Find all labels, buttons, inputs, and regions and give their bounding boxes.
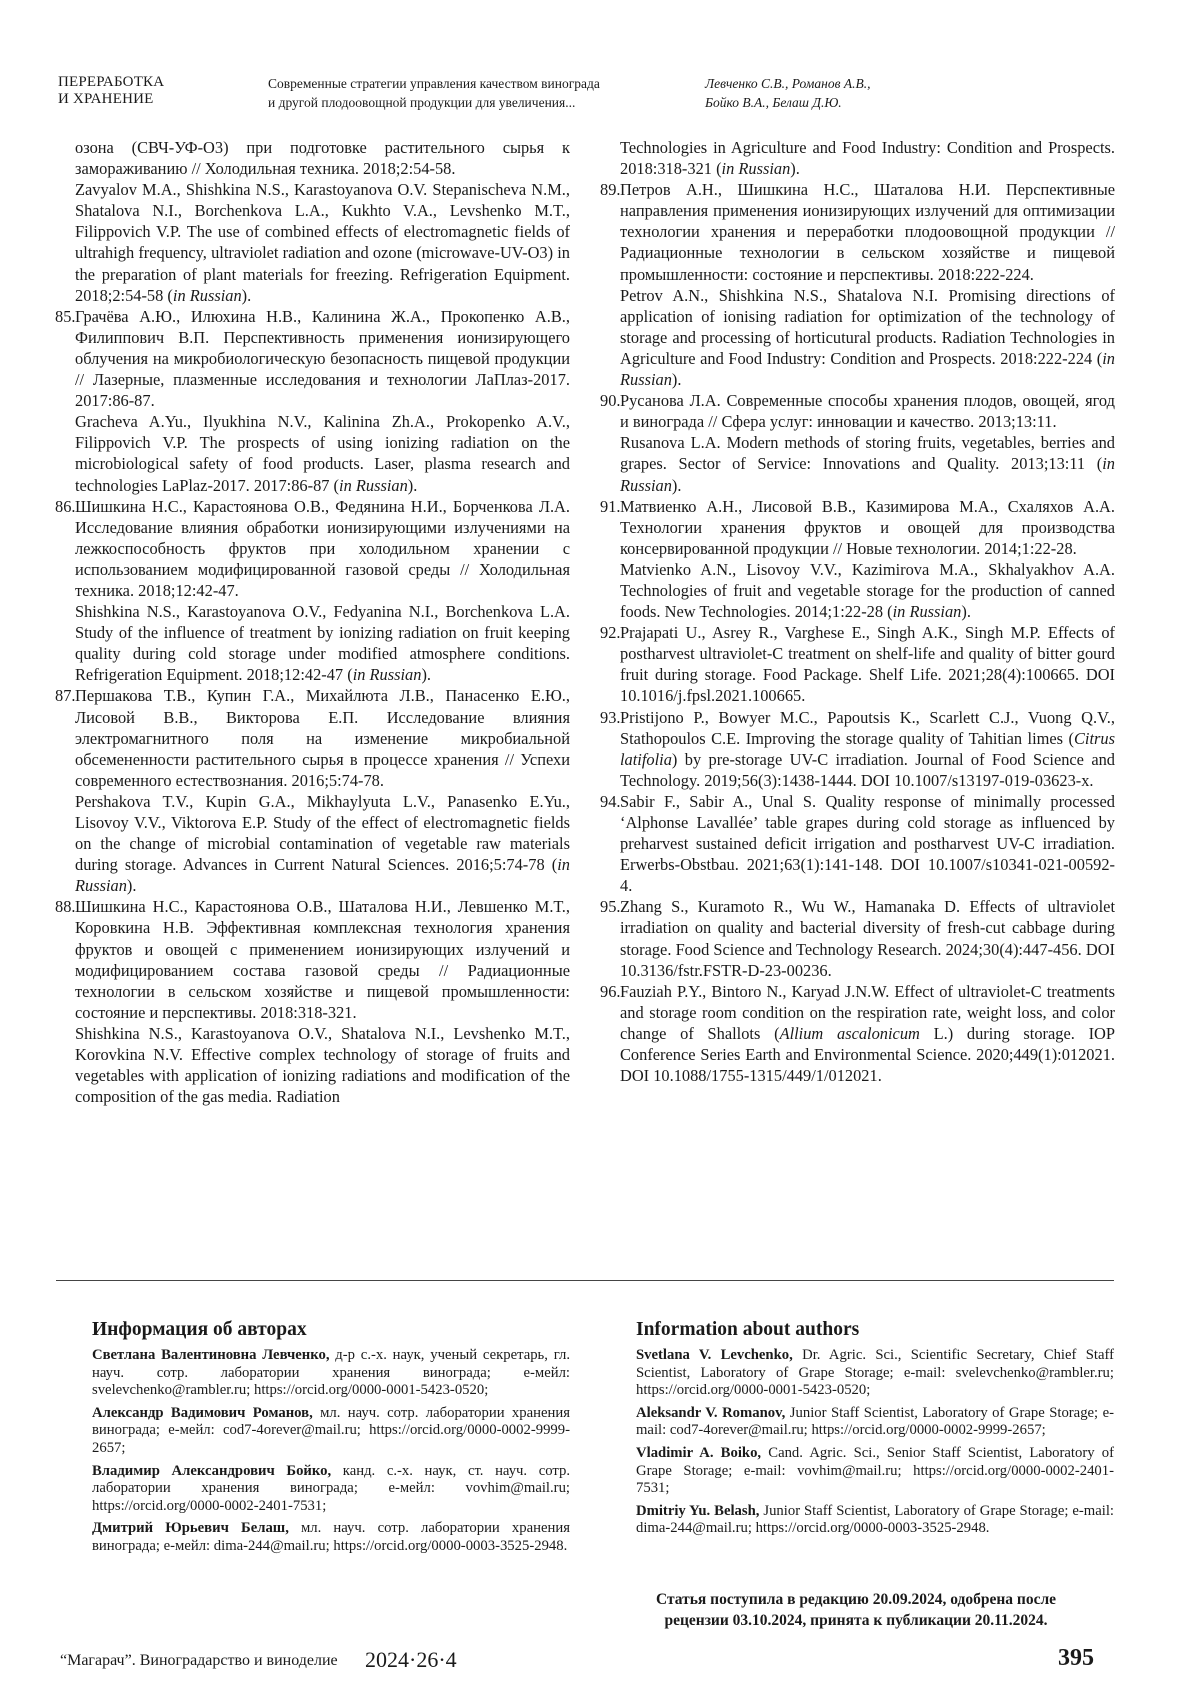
section-label-line-2: И ХРАНЕНИЕ [58, 91, 154, 107]
running-title [268, 74, 668, 112]
reference-translation-text: Rusanova L.A. Modern methods of storing fruits, vegetables, berries and grapes. Sector of Service: Innovations and Quality. 2013;13:11 ( [620, 433, 1115, 474]
reference-number: 90. [600, 391, 621, 411]
authors-info-en [636, 1318, 1114, 1543]
author-entry [92, 1463, 570, 1516]
reference-text: Technologies in Agriculture and Food Industry: Condition and Prospects. 2018:318-321 ( [620, 138, 1115, 179]
running-authors-line-1: Левченко С.В., Романов А.В., [705, 76, 871, 91]
journal-name: “Магарач”. Виноградарство и виноделие [60, 1652, 338, 1669]
reference-number: 87. [55, 686, 76, 706]
reference-translation-text: Shishkina N.S., Karastoyanova O.V., Fedyanina N.I., Borchenkova L.A. Study of the influence of treatment by ionizing radiation on fruit keeping quality during cold storage under modified atmosphere conditions. Refrigeration Equipment. 2018;12:42-47 ( [75, 602, 570, 685]
author-details: канд. с.-х. наук, ст. науч. сотр. лаборатории хранения винограда; е-мейл: vovhim@mail.ru; https://orcid.org/0000-0002-2401-7531; [92, 1462, 571, 1514]
reference-item [600, 896, 1115, 980]
reference-tail: ). [790, 159, 800, 179]
reference-translation [75, 601, 570, 685]
reference-translation [75, 411, 570, 495]
reference-translation [75, 791, 570, 896]
received-dates-line-1: Статья поступила в редакцию 20.09.2024, одобрена после [655, 1591, 1057, 1608]
author-entry [92, 1405, 570, 1458]
page-number: 395 [1058, 1645, 1094, 1671]
author-entry [636, 1347, 1114, 1400]
reference-text: Грачёва А.Ю., Илюхина Н.В., Калинина Ж.А., Прокопенко А.В., Филиппович В.П. Перспективность применения ионизирующего облучения на микробиологическую безопасность пищевой продукции // Лазерные, плазменные исследования и технологии ЛаПлаз-2017. 2017:86-87. [75, 306, 570, 411]
reference-number: 96. [600, 981, 621, 1001]
reference-lang-note: in Russian [339, 475, 408, 495]
received-dates [598, 1589, 1114, 1631]
reference-translation-text: Matvienko A.N., Lisovoy V.V., Kazimirova M.A., Skhalyakhov A.A. Technologies of fruit and vegetable storage for the production of canned foods. New Technologies. 2014;1:22-28 ( [620, 559, 1115, 622]
section-label [58, 74, 164, 108]
author-name: Дмитрий Юрьевич Белаш, [92, 1520, 289, 1537]
reference-lang-note: in Russian [172, 285, 242, 305]
authors-info-ru-heading: Информация об авторах [92, 1319, 307, 1340]
references-right-column [600, 137, 1115, 1086]
reference-lang-note: in Russian [352, 665, 422, 685]
reference-number: 94. [600, 791, 621, 811]
reference-item [55, 685, 570, 896]
reference-number: 86. [55, 496, 76, 516]
reference-item [55, 496, 570, 686]
reference-text: Zhang S., Kuramoto R., Wu W., Hamanaka D. Effects of ultraviolet irradiation on quality and bacterial diversity of fresh-cut cabbage during storage. Food Science and Technology Research. 2024;30(4):447-456. DOI 10.3136/fstr.FSTR-D-23-00236. [620, 897, 1115, 980]
running-title-line-1: Современные стратегии управления качеством винограда [268, 76, 600, 91]
author-entry [92, 1347, 570, 1400]
journal-issue: 2024·26·4 [365, 1647, 457, 1672]
authors-info-en-list [636, 1347, 1114, 1538]
reference-item [600, 622, 1115, 706]
reference-translation [75, 179, 570, 306]
reference-text: Fauziah P.Y., Bintoro N., Karyad J.N.W. Effect of ultraviolet-C treatments and storage room condition on the respiration rate, weight loss, and color change of Shallots ( [620, 981, 1115, 1043]
authors-info-en-heading: Information about authors [636, 1319, 860, 1340]
reference-text: Русанова Л.А. Современные способы хранения плодов, овощей, ягод и винограда // Сфера услуг: инновации и качество. 2013;13:11. [620, 391, 1115, 432]
reference-tail: ). [671, 370, 682, 390]
author-details: д-р с.-х. наук, ученый секретарь, гл. науч. сотр. лаборатории хранения винограда; е-мейл: svelevchenko@rambler.ru; https://orcid.org/0000-0001-5423-0520; [92, 1347, 570, 1399]
reference-number: 89. [600, 180, 621, 200]
reference-translation [620, 432, 1115, 495]
reference-number: 92. [600, 623, 621, 643]
author-name: Владимир Александрович Бойко, [92, 1462, 332, 1479]
reference-text: Шишкина Н.С., Карастоянова О.В., Шаталова Н.И., Левшенко М.Т., Коровкина Н.В. Эффективная комплексная технология хранения фруктов и овощей с применением ионизирующих излучений и модифицированием состава газовой среды // Радиационные технологии в сельском хозяйстве и пищевой промышленности: состояние и перспективы. 2018:318-321. [75, 897, 570, 1022]
author-details: мл. науч. сотр. лаборатории хранения винограда; е-мейл: cod7-4orever@mail.ru; https://orcid.org/0000-0002-9999-2657; [92, 1404, 570, 1456]
reference-item [600, 981, 1115, 1086]
reference-lang-note: in Russian [892, 602, 962, 622]
reference-item [600, 791, 1115, 896]
reference-text: Петров А.Н., Шишкина Н.С., Шаталова Н.И. Перспективные направления применения ионизирующих излучений для оптимизации технологии хранения и переработки плодоовощной продукции // Радиационные технологии в сельском хозяйстве и пищевой промышленности: состояние и перспективы. 2018:222-224. [620, 180, 1115, 284]
reference-item [600, 137, 1115, 179]
reference-number: 91. [600, 496, 621, 516]
reference-text-cont: L.) during storage. IOP Conference Series Earth and Environmental Science. 2020;449(1):012021. DOI 10.1088/1755-1315/449/1/012021. [620, 1023, 1116, 1086]
reference-translation-text: Pershakova T.V., Kupin G.A., Mikhaylyuta L.V., Panasenko E.Yu., Lisovoy V.V., Viktorova E.P. Study of the effect of electromagnetic fields on the change of microbial contamination of vegetable raw materials during storage. Advances in Current Natural Sciences. 2016;5:74-78 ( [75, 791, 570, 875]
reference-text: Sabir F., Sabir A., Unal S. Quality response of minimally processed ‘Alphonse Lavallée’ table grapes during cold storage as influenced by preharvest sustained deficit irrigation and postharvest UV-C irradiation. Erwerbs-Obstbau. 2021;63(1):141-148. DOI 10.1007/s10341-021-00592-4. [620, 791, 1115, 896]
author-entry [636, 1503, 1114, 1538]
author-entry [636, 1445, 1114, 1498]
reference-text: Prajapati U., Asrey R., Varghese E., Singh A.K., Singh M.P. Effects of postharvest ultraviolet-C treatment on shelf-life and quality of bitter gourd fruit during storage. Food Package. Shelf Life. 2021;28(4):100665. DOI 10.1016/j.fpsl.2021.100665. [620, 623, 1115, 706]
reference-translation-text: Shishkina N.S., Karastoyanova O.V., Shatalova N.I., Levshenko M.T., Korovkina N.V. Effective complex technology of storage of fruits and vegetables with application of ionizing radiations and modification of the composition of the gas media. Radiation [75, 1023, 570, 1107]
section-label-line-1: ПЕРЕРАБОТКА [58, 74, 165, 90]
reference-number: 93. [600, 707, 621, 727]
author-details: мл. науч. сотр. лаборатории хранения винограда; е-мейл: dima-244@mail.ru; https://orcid.org/0000-0003-3525-2948. [92, 1520, 570, 1554]
reference-tail: ). [671, 475, 682, 495]
reference-translation-text: Gracheva A.Yu., Ilyukhina N.V., Kalinina Zh.A., Prokopenko A.V., Filippovich V.P. The prospects of using ionizing radiation on the microbiological safety of food products. Laser, plasma research and technologies LaPlaz-2017. 2017:86-87 ( [75, 412, 570, 495]
author-details: Dr. Agric. Sci., Scientific Secretary, Chief Staff Scientist, Laboratory of Grape Storage; e-mail: svelevchenko@rambler.ru; https://orcid.org/0000-0001-5423-0520; [636, 1347, 1115, 1399]
reference-item [600, 707, 1115, 791]
reference-lang-note: in Russian [721, 159, 791, 179]
reference-item [600, 496, 1115, 623]
author-name: Светлана Валентиновна Левченко, [92, 1347, 330, 1363]
reference-text-cont: ) by pre-storage UV-C irradiation. Journal of Food Science and Technology. 2019;56(3):1438-1444. DOI 10.1007/s13197-019-03623-x. [620, 749, 1115, 790]
author-details: Cand. Agric. Sci., Senior Staff Scientist, Laboratory of Grape Storage; e-mail: vovhim@mail.ru; https://orcid.org/0000-0002-2401-7531; [636, 1444, 1114, 1497]
reference-lang-note: in Russian [620, 454, 1115, 495]
reference-number: 88. [55, 897, 76, 917]
reference-item [55, 137, 570, 306]
author-details: Junior Staff Scientist, Laboratory of Grape Storage; e-mail: dima-244@mail.ru; https://orcid.org/0000-0003-3525-2948. [636, 1502, 1114, 1537]
running-authors-line-2: Бойко В.А., Белаш Д.Ю. [705, 95, 842, 110]
reference-text: Матвиенко А.Н., Лисовой В.В., Казимирова М.А., Схаляхов А.А. Технологии хранения фруктов и овощей для производства консервированной продукции // Новые технологии. 2014;1:22-28. [620, 496, 1115, 558]
reference-tail: ). [126, 876, 137, 896]
running-title-line-2: и другой плодоовощной продукции для увеличения... [268, 95, 576, 110]
reference-translation-text: Petrov A.N., Shishkina N.S., Shatalova N.I. Promising directions of application of ionising radiation for optimization of the technology of storage and processing of horticutural products. Radiation Technologies in Agriculture and Food Industry: Condition and Prospects. 2018:222-224 ( [620, 285, 1115, 368]
reference-lang-note: in Russian [620, 348, 1115, 390]
author-details: Junior Staff Scientist, Laboratory of Grape Storage; e-mail: cod7-4orever@mail.ru; https://orcid.org/0000-0002-9999-2657; [636, 1404, 1115, 1439]
author-name: Александр Вадимович Романов, [92, 1404, 313, 1421]
reference-item [600, 179, 1115, 390]
reference-item [55, 896, 570, 1107]
reference-translation [620, 285, 1115, 390]
reference-translation-text: Zavyalov M.A., Shishkina N.S., Karastoyanova O.V. Stepanischeva N.M., Shatalova N.I., Borchenkova L.A., Kukhto V.A., Levshenko M.T., Filippovich V.P. The use of combined effects of electromagnetic fields of ultrahigh frequency, ultraviolet radiation and ozone (microwave-UV-O3) in the preparation of plant materials for freezing. Refrigeration Equipment. 2018;2:54-58 ( [75, 180, 570, 305]
reference-latin-name: Citrus latifolia [620, 728, 1115, 769]
author-name: Svetlana V. Levchenko, [636, 1347, 793, 1363]
references-left-column [55, 137, 570, 1107]
reference-lang-note: in Russian [75, 855, 570, 896]
reference-tail: ). [407, 475, 418, 495]
reference-tail: ). [421, 665, 432, 685]
authors-info-ru-list [92, 1347, 570, 1556]
author-entry [636, 1405, 1114, 1440]
reference-text: Першакова Т.В., Купин Г.А., Михайлюта Л.В., Панасенко Е.Ю., Лисовой В.В., Викторова Е.П. Исследование влияния электромагнитного поля на изменение микробиальной обсемененности растительного сырья в процессе хранения // Успехи современного естествознания. 2016;5:74-78. [75, 686, 570, 790]
author-name: Dmitriy Yu. Belash, [636, 1502, 760, 1519]
author-name: Aleksandr V. Romanov, [636, 1404, 786, 1421]
running-authors [705, 74, 1005, 112]
reference-tail: ). [241, 285, 252, 305]
reference-text: озона (СВЧ-УФ-О3) при подготовке растительного сырья к замораживанию // Холодильная техника. 2018;2:54-58. [75, 138, 570, 179]
author-name: Vladimir A. Boiko, [636, 1444, 762, 1461]
authors-info-ru [92, 1318, 570, 1561]
reference-latin-name: Allium ascalonicum [779, 1023, 920, 1043]
reference-number: 85. [55, 306, 76, 326]
reference-text: Шишкина Н.С., Карастоянова О.В., Федянина Н.И., Борченкова Л.А. Исследование влияния обработки ионизирующими излучениями на лежкоспособность фруктов при холодильном хранении с использованием модифицированной газовой среды // Холодильная техника. 2018;12:42-47. [75, 496, 570, 600]
reference-tail: ). [961, 602, 971, 622]
author-entry [92, 1520, 570, 1555]
reference-translation [75, 1023, 570, 1107]
section-divider [56, 1280, 1114, 1281]
reference-translation [620, 559, 1115, 622]
reference-number: 95. [600, 897, 621, 917]
reference-item [600, 390, 1115, 495]
reference-text: Pristijono P., Bowyer M.C., Papoutsis K., Scarlett C.J., Vuong Q.V., Stathopoulos C.E. Improving the storage quality of Tahitian limes ( [620, 707, 1115, 748]
received-dates-line-2: рецензии 03.10.2024, принята к публикации 20.11.2024. [664, 1612, 1048, 1629]
reference-item [55, 306, 570, 496]
